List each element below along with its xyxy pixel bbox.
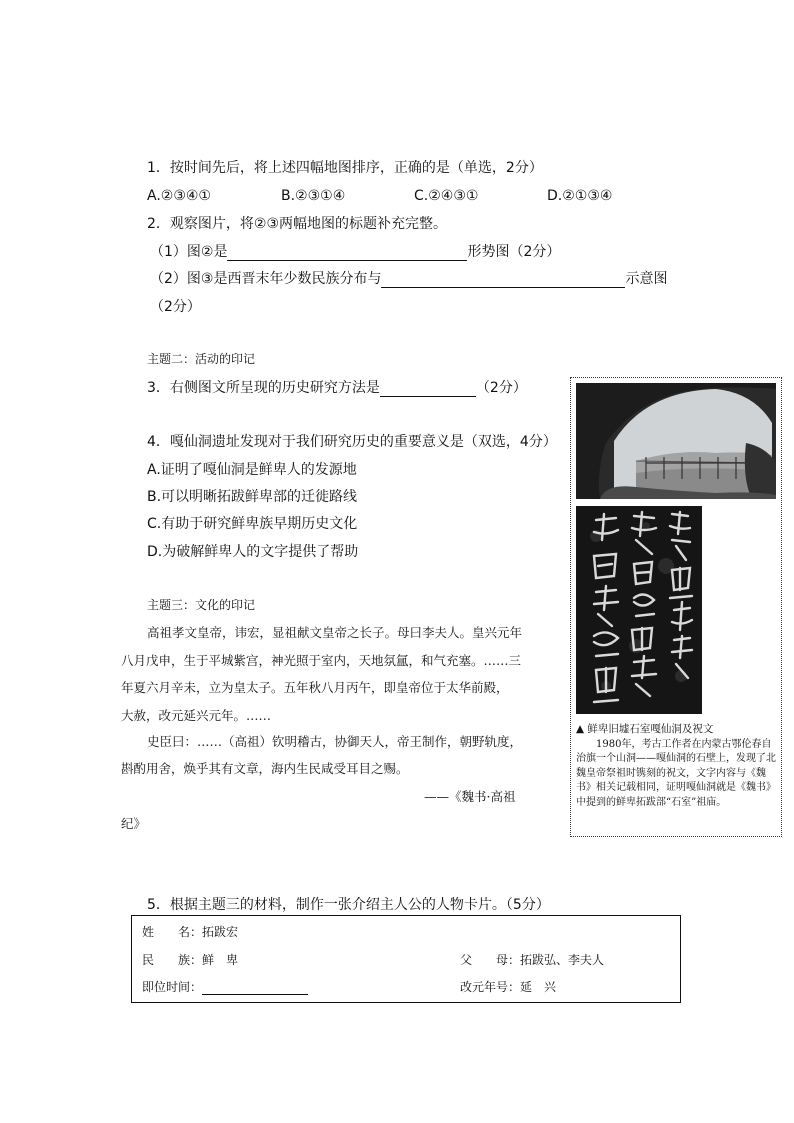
q4-option-c: C.有助于研究鲜卑族早期历史文化 xyxy=(147,516,358,532)
material-line: 斟酌用舍，焕乎其有文章，海内生民咸受耳目之赐。 xyxy=(121,761,409,776)
material-line: 八月戊申，生于平城紫宫，神光照于室内，天地氛氲，和气充塞。……三 xyxy=(121,653,522,668)
theme-two-heading: 主题二：活动的印记 xyxy=(147,352,256,366)
q4-option-a: A.证明了嘎仙洞是鲜卑人的发源地 xyxy=(147,462,357,478)
theme-three-heading: 主题三：文化的印记 xyxy=(147,598,256,612)
card-accession-label: 即位时间： xyxy=(142,980,203,994)
q1-option-c: C.②④③① xyxy=(414,188,479,204)
q2-sub2-prefix: （2）图③是西晋末年少数民族分布与 xyxy=(150,271,382,287)
material-source: ——《魏书·高祖 xyxy=(424,789,516,804)
card-name-value: 拓跋宏 xyxy=(202,925,239,939)
inscription-rubbing xyxy=(576,506,702,714)
card-ethnic-row xyxy=(142,951,238,968)
material-line: 高祖孝文皇帝，讳宏，显祖献文皇帝之长子。母曰李夫人。皇兴元年 xyxy=(147,625,523,640)
card-ethnic-value: 鲜 卑 xyxy=(202,953,239,967)
figure-caption-title: ▲ 鲜卑旧墟石室嘎仙洞及祝文 xyxy=(576,723,714,735)
q2-sub1 xyxy=(150,241,560,261)
q4-option-b: B.可以明晰拓跋鲜卑部的迁徙路线 xyxy=(147,489,358,505)
figure-caption xyxy=(576,722,780,811)
card-parents-label: 父 母： xyxy=(460,953,521,967)
card-era-value: 延 兴 xyxy=(520,980,557,994)
figure-box xyxy=(570,377,782,837)
card-ethnic-label: 民 族： xyxy=(142,953,203,967)
material-line: 史臣曰：……（高祖）钦明稽古，协御天人，帝王制作，朝野轨度， xyxy=(147,734,523,749)
card-parents-row xyxy=(460,951,604,968)
q1-option-d: D.②①③④ xyxy=(547,188,613,204)
card-accession-blank[interactable] xyxy=(202,982,308,995)
card-name-row xyxy=(142,923,238,940)
card-era-row xyxy=(460,978,556,995)
q2-sub2-suffix: 示意图 xyxy=(625,271,668,287)
q3 xyxy=(147,377,527,397)
q2-sub2-answer-blank[interactable] xyxy=(381,273,625,288)
q1-option-a: A.②③④① xyxy=(147,188,211,204)
cave-photo xyxy=(576,383,776,499)
material-line: 年夏六月辛未，立为皇太子。五年秋八月丙午，即皇帝位于太华前殿， xyxy=(121,680,509,695)
q2-sub1-prefix: （1）图②是 xyxy=(150,244,228,260)
q3-answer-blank[interactable] xyxy=(380,382,476,397)
q2-stem: 2．观察图片，将②③两幅地图的标题补充完整。 xyxy=(147,216,448,232)
card-parents-value: 拓跋弘、李夫人 xyxy=(520,953,605,967)
material-source-end: 纪》 xyxy=(121,816,147,831)
q2-sub2-score: （2分） xyxy=(150,299,201,315)
card-accession-row xyxy=(142,978,308,995)
q5-stem: 5．根据主题三的材料，制作一张介绍主人公的人物卡片。（5分） xyxy=(147,897,550,913)
q3-prefix: 3．右侧图文所呈现的历史研究方法是 xyxy=(147,380,380,396)
figure-caption-body: 1980年，考古工作者在内蒙古鄂伦春自治旗一个山洞——嘎仙洞的石壁上，发现了北魏皇帝祭祖时镌刻的祝文，文字内容与《魏书》相关记载相同，证明嘎仙洞就是《魏书》中提到的鲜卑拓跋部“石室”祖庙。 xyxy=(576,738,776,808)
q2-sub2 xyxy=(150,268,667,288)
material-line: 大赦，改元延兴元年。…… xyxy=(121,708,272,723)
card-era-label: 改元年号： xyxy=(460,980,521,994)
q4-option-d: D.为破解鲜卑人的文字提供了帮助 xyxy=(147,544,359,560)
q3-suffix: （2分） xyxy=(475,380,527,396)
character-card xyxy=(131,915,681,1003)
card-name-label: 姓 名： xyxy=(142,925,203,939)
q1-stem: 1．按时间先后，将上述四幅地图排序，正确的是（单选，2分） xyxy=(147,160,543,176)
q4-stem: 4．嘎仙洞遗址发现对于我们研究历史的重要意义是（双选，4分） xyxy=(147,434,557,450)
q2-sub1-answer-blank[interactable] xyxy=(227,246,467,261)
q2-sub1-suffix: 形势图（2分） xyxy=(467,244,561,260)
q1-option-b: B.②③①④ xyxy=(281,188,346,204)
